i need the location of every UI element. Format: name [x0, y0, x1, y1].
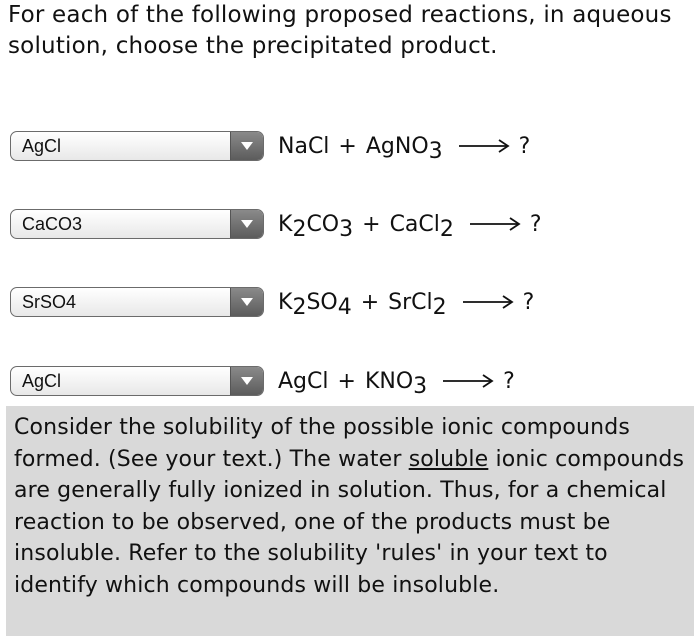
product-dropdown-1[interactable] [10, 131, 264, 161]
dropdown-selected-value: SrSO4 [22, 291, 77, 312]
reaction-row-4 [10, 363, 515, 399]
hint-underlined-word: soluble [408, 446, 489, 472]
right-arrow-icon [459, 139, 511, 153]
question-prompt: For each of the following proposed reactions, in aqueous solution, choose the precipitated product. [8, 2, 672, 59]
reaction-equation-4 [278, 368, 515, 399]
plus-sign: + [337, 368, 356, 394]
plus-sign: + [362, 211, 381, 237]
dropdown-selected-value: CaCO3 [22, 213, 83, 234]
reactant-2: $KNO_3$ [364, 368, 428, 399]
chevron-down-icon[interactable] [230, 210, 263, 238]
chevron-down-icon[interactable] [230, 288, 263, 316]
reaction-equation-3 [278, 289, 535, 320]
right-arrow-icon [463, 295, 515, 309]
right-arrow-icon [443, 374, 495, 388]
chevron-down-icon[interactable] [230, 132, 263, 160]
reactant-2: CaCl$_2$ [389, 211, 454, 242]
hint-text-start: Consider the solubility of the possible ionic compounds formed. (See your text.) The water [14, 415, 630, 472]
reactant-1: NaCl [278, 133, 330, 159]
reactant-1: AgCl [278, 368, 329, 394]
reactant-1: $K_2CO_3$ [278, 211, 354, 242]
product-dropdown-3[interactable] [10, 287, 264, 317]
plus-sign: + [338, 133, 357, 159]
dropdown-selected-value: AgCl [22, 370, 62, 391]
product-dropdown-4[interactable] [10, 366, 264, 396]
product-placeholder: ? [522, 289, 535, 315]
reaction-equation-1 [278, 133, 531, 164]
hint-text-end: ionic compounds are generally fully ionized in solution. Thus, for a chemical reaction to be observed, one of the products must be insoluble. Refer to the solubility 'rules' in your text to identify which compounds will be insoluble. [14, 446, 685, 598]
product-placeholder: ? [503, 368, 515, 394]
reaction-row-2 [10, 206, 542, 242]
right-arrow-icon [470, 217, 522, 231]
reactant-1: $K_2SO_4$ [278, 289, 352, 320]
product-dropdown-2[interactable] [10, 209, 264, 239]
chevron-down-icon[interactable] [230, 367, 263, 395]
reaction-row-3 [10, 284, 534, 320]
reactant-2: AgNO$_3$ [365, 133, 443, 164]
product-placeholder: ? [529, 211, 542, 237]
reactant-2: SrCl$_2$ [388, 289, 447, 320]
reaction-row-1 [10, 128, 530, 164]
plus-sign: + [360, 289, 380, 315]
hint-panel [6, 406, 694, 636]
product-placeholder: ? [518, 133, 531, 159]
dropdown-selected-value: AgCl [22, 135, 62, 156]
reaction-equation-2 [278, 211, 542, 242]
